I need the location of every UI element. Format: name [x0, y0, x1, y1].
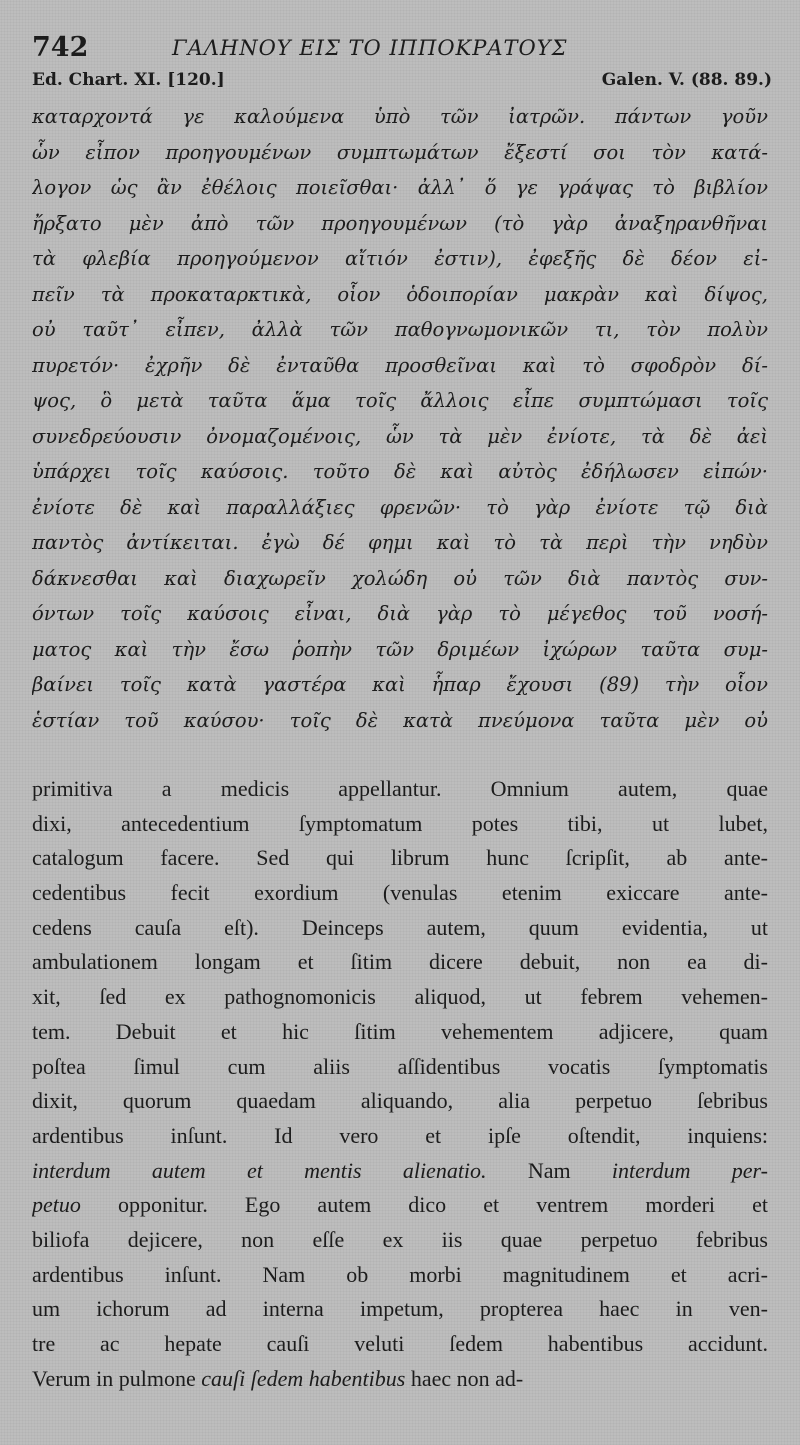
latin-line — [32, 1154, 768, 1189]
latin-text: ardentibus inſunt. Nam ob morbi magnitudinem et acri- — [32, 1261, 768, 1287]
greek-line: δάκνεσθαι καὶ διαχωρεῖν χολώδη οὐ τῶν διὰ παντὸς συν- — [32, 566, 768, 590]
latin-line — [32, 1119, 768, 1154]
latin-italic-quote: petuo — [32, 1192, 81, 1218]
latin-line — [32, 1258, 768, 1293]
latin-line — [32, 1050, 768, 1085]
greek-line: οὐ ταῦτ᾿ εἶπεν, ἀλλὰ τῶν παθογνωμονικῶν τι, τὸν πολὺν — [32, 318, 768, 341]
greek-line: ἑστίαν τοῦ καύσου· τοῖς δὲ κατὰ πνεύμονα ταῦτα μὲν οὐ — [32, 708, 768, 732]
latin-text: ambulationem longam et ſitim dicere debuit, non ea di- — [32, 949, 768, 975]
latin-line — [32, 1084, 768, 1119]
latin-line — [32, 1223, 768, 1258]
greek-line: πεῖν τὰ προκαταρκτικὰ, οἷον ὁδοιπορίαν μακρὰν καὶ δίψος, — [32, 282, 768, 306]
latin-italic-quote: interdum per- — [611, 1157, 768, 1183]
greek-line: λογον ὡς ἂν ἐθέλοις ποιεῖσθαι· ἀλλ᾿ ὅ γε γράψας τὸ βιβλίον — [32, 176, 768, 199]
running-title: ΓΑΛΗΝΟΥ ΕΙΣ ΤΟ ΙΠΠΟΚΡΑΤΟΥΣ — [172, 36, 568, 60]
latin-italic-quote: interdum autem et mentis alienatio. — [32, 1157, 487, 1183]
greek-line: ματος καὶ τὴν ἔσω ῥοπὴν τῶν δριμέων ἰχώρων ταῦτα συμ- — [32, 637, 768, 661]
latin-text: xit, ſed ex pathognomonicis aliquod, ut febrem vehemen- — [32, 984, 768, 1010]
latin-italic-quote: cauſi ſedem habentibus — [201, 1365, 406, 1391]
latin-text: cedentibus fecit exordium (venulas etenim exiccare ante- — [32, 880, 768, 906]
latin-line — [32, 1188, 768, 1223]
latin-text: biliofa dejicere, non eſſe ex iis quae perpetuo febribus — [32, 1226, 768, 1252]
page-number: 742 — [32, 32, 89, 63]
latin-line — [32, 876, 768, 911]
latin-text: cedens cauſa eſt). Deinceps autem, quum evidentia, ut — [32, 914, 768, 940]
latin-text: Nam — [486, 1157, 612, 1183]
latin-text: tem. Debuit et hic ſitim vehementem adjicere, quam — [32, 1018, 768, 1044]
latin-text: tre ac hepate cauſi veluti ſedem habentibus accidunt. — [32, 1331, 768, 1356]
latin-line — [32, 911, 768, 946]
greek-line: συνεδρεύουσιν ὀνομαζομένοις, ὧν τὰ μὲν ἐνίοτε, τὰ δὲ ἀεὶ — [32, 424, 768, 448]
latin-line — [32, 945, 768, 980]
latin-line — [32, 1015, 768, 1050]
latin-text: dixi, antecedentium ſymptomatum potes tibi, ut lubet, — [32, 810, 768, 836]
edition-chartier-reference: Ed. Chart. XI. [120.] — [32, 70, 225, 90]
greek-line: ὑπάρχει τοῖς καύσοις. τοῦτο δὲ καὶ αὐτὸς ἐδήλωσεν εἰπών· — [32, 460, 768, 483]
latin-text: um ichorum ad interna impetum, propterea haec in ven- — [32, 1296, 768, 1322]
latin-text: primitiva a medicis appellantur. Omnium autem, quae — [32, 776, 768, 801]
greek-line: καταρχοντά γε καλούμενα ὑπὸ τῶν ἰατρῶν. πάντων γοῦν — [32, 105, 768, 128]
latin-line — [32, 980, 768, 1015]
edition-reference-line — [32, 70, 772, 98]
running-head — [32, 30, 772, 66]
latin-text: opponitur. Ego autem dico et ventrem morderi et — [80, 1192, 768, 1218]
latin-line — [32, 1362, 768, 1397]
greek-line: ἐνίοτε δὲ καὶ παραλλάξιες φρενῶν· τὸ γὰρ ἐνίοτε τῷ διὰ — [32, 495, 768, 519]
latin-text: ardentibus inſunt. Id vero et ipſe oſtendit, inquiens: — [32, 1122, 768, 1148]
greek-text-block — [32, 99, 768, 738]
latin-line — [32, 1292, 768, 1327]
latin-line — [32, 807, 768, 842]
latin-line — [32, 841, 768, 876]
greek-line: πυρετόν· ἐχρῆν δὲ ἐνταῦθα προσθεῖναι καὶ τὸ σφοδρὸν δί- — [32, 353, 768, 377]
latin-text: catalogum facere. Sed qui librum hunc ſcripſit, ab ante- — [32, 845, 768, 871]
latin-text-block — [32, 772, 768, 1396]
greek-line: τὰ φλεβία προηγούμενον αἴτιόν ἐστιν), ἐφεξῆς δὲ δέον εἰ- — [32, 247, 768, 270]
latin-line — [32, 772, 768, 807]
latin-text: Verum in pulmone — [32, 1365, 202, 1391]
greek-line: ὧν εἶπον προηγουμένων συμπτωμάτων ἔξεστί σοι τὸν κατά- — [32, 140, 768, 164]
greek-line: ψος, ὃ μετὰ ταῦτα ἅμα τοῖς ἄλλοις εἶπε συμπτώμασι τοῖς — [32, 389, 768, 412]
greek-line: ἤρξατο μὲν ἀπὸ τῶν προηγουμένων (τὸ γὰρ ἀναξηρανθῆναι — [32, 211, 768, 235]
latin-text: poſtea ſimul cum aliis aſſidentibus vocatis ſymptomatis — [32, 1053, 768, 1079]
latin-text: haec non ad- — [405, 1365, 524, 1391]
latin-text: dixit, quorum quaedam aliquando, alia perpetuo ſebribus — [32, 1088, 768, 1114]
greek-line: βαίνει τοῖς κατὰ γαστέρα καὶ ἧπαρ ἔχουσι (89) τὴν οἷον — [32, 673, 768, 696]
greek-line: παντὸς ἀντίκειται. ἐγὼ δέ φημι καὶ τὸ τὰ περὶ τὴν νηδὺν — [32, 531, 768, 554]
edition-galen-reference: Galen. V. (88. 89.) — [601, 70, 772, 90]
latin-line — [32, 1327, 768, 1362]
greek-line: όντων τοῖς καύσοις εἶναι, διὰ γὰρ τὸ μέγεθος τοῦ νοσή- — [32, 602, 768, 625]
